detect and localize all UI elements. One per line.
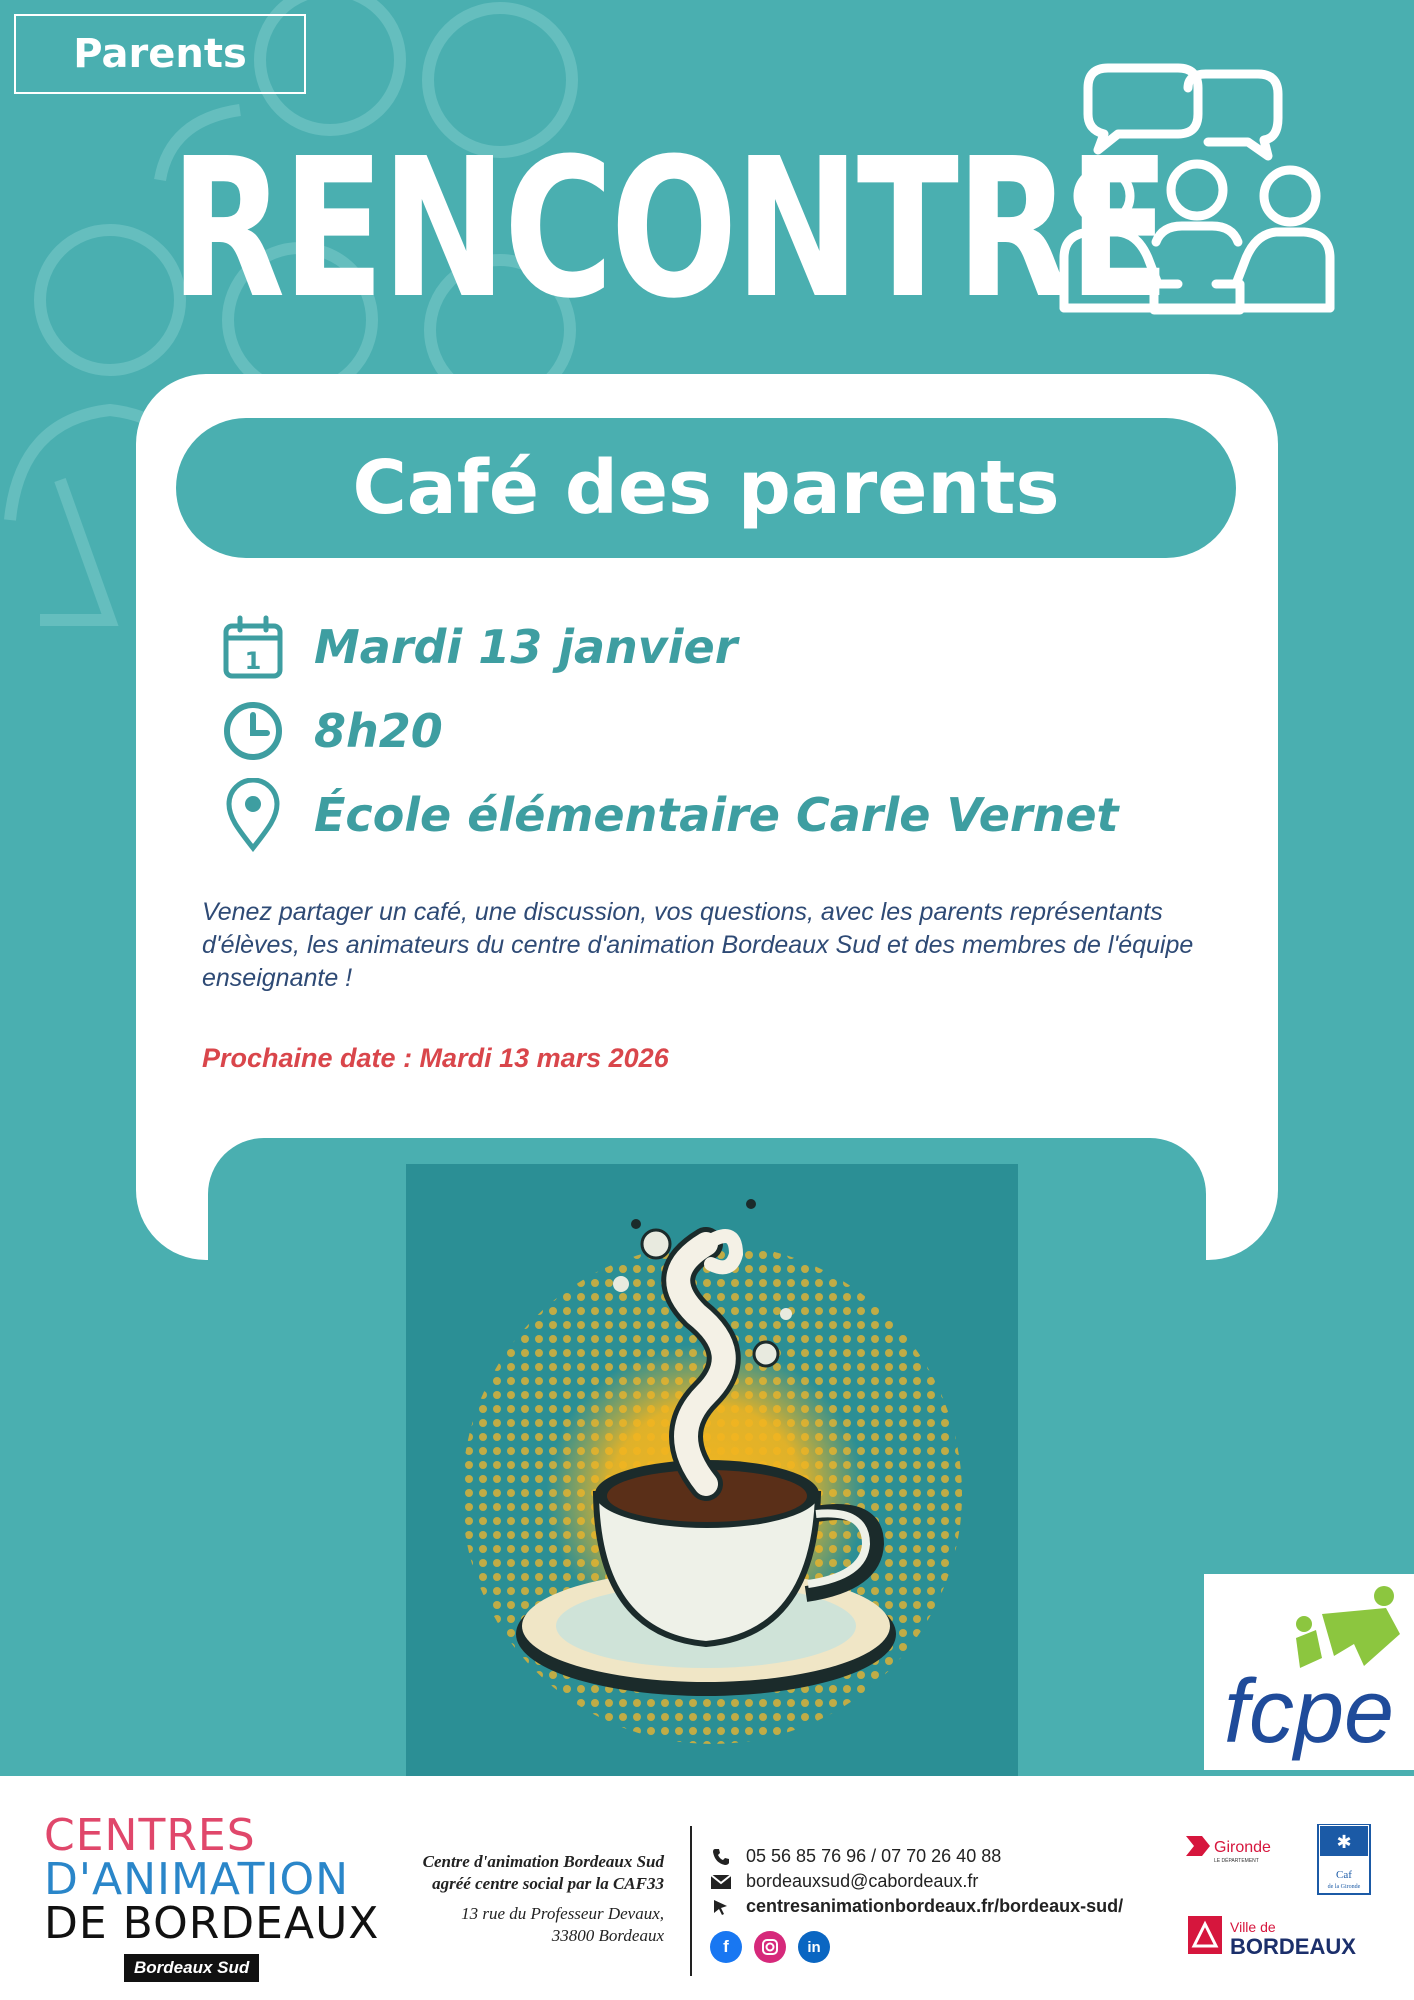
coffee-illustration [406, 1164, 1018, 1776]
instagram-icon[interactable] [754, 1931, 786, 1963]
meeting-people-icon [1058, 58, 1336, 320]
fcpe-logo [1204, 1574, 1414, 1770]
event-time: 8h20 [314, 704, 443, 758]
event-description: Venez partager un café, une discussion, vos questions, avec les parents représentants d'élèves, les animateurs du centre d'animation Bordeaux Sud et des membres de l'équipe enseignante ! [202, 898, 1194, 992]
footer-divider [690, 1826, 692, 1976]
category-tag: Parents [14, 14, 306, 94]
logo-line-2: D'ANIMATION [44, 1854, 350, 1905]
svg-text:LE DÉPARTEMENT: LE DÉPARTEMENT [1214, 1858, 1259, 1864]
event-location: École élémentaire Carle Vernet [314, 788, 1119, 842]
svg-text:Ville de: Ville de [1230, 1919, 1276, 1935]
svg-text:fcpe: fcpe [1223, 1662, 1395, 1762]
linkedin-icon[interactable]: in [798, 1931, 830, 1963]
center-street: 13 rue du Professeur Devaux, [461, 1904, 664, 1923]
footer-address [423, 1851, 664, 1947]
social-links [710, 1931, 1123, 1963]
next-date: Prochaine date : Mardi 13 mars 2026 [202, 1043, 669, 1073]
partner-logos [1180, 1824, 1380, 1984]
location-row [220, 780, 1119, 850]
event-title: Café des parents [176, 418, 1236, 558]
center-approval: agréé centre social par la CAF33 [432, 1874, 664, 1893]
svg-text:Caf: Caf [1336, 1869, 1352, 1881]
svg-text:✱: ✱ [1336, 1832, 1352, 1853]
centres-animation-logo [44, 1810, 380, 1982]
logo-badge: Bordeaux Sud [124, 1954, 259, 1982]
svg-text:Gironde: Gironde [1214, 1839, 1271, 1856]
svg-text:de la Gironde: de la Gironde [1327, 1884, 1361, 1890]
website-link[interactable]: centresanimationbordeaux.fr/bordeaux-sud/ [746, 1896, 1124, 1916]
center-name: Centre d'animation Bordeaux Sud [422, 1852, 664, 1871]
phone-icon [710, 1847, 732, 1867]
caf-logo [1318, 1824, 1370, 1894]
location-pin-icon [220, 780, 286, 850]
email-icon [710, 1872, 732, 1892]
date-row [220, 612, 737, 682]
clock-icon [220, 696, 286, 766]
logo-line-3: DE BORDEAUX [44, 1898, 380, 1949]
footer-contacts [710, 1844, 1123, 1963]
phone-number[interactable]: 05 56 85 76 96 / 07 70 26 40 88 [746, 1846, 1002, 1866]
center-city: 33800 Bordeaux [551, 1926, 664, 1945]
calendar-icon [220, 612, 286, 682]
logo-line-1: CENTRES [44, 1810, 256, 1861]
cursor-icon [710, 1897, 732, 1917]
ville-bordeaux-logo [1188, 1916, 1356, 1959]
calendar-day: 1 [244, 647, 262, 675]
svg-text:BORDEAUX: BORDEAUX [1230, 1934, 1356, 1959]
time-row [220, 696, 443, 766]
facebook-icon[interactable]: f [710, 1931, 742, 1963]
headline: RENCONTRE [170, 118, 1168, 341]
event-date: Mardi 13 janvier [314, 620, 738, 674]
gironde-logo [1186, 1836, 1271, 1864]
email-address[interactable]: bordeauxsud@cabordeaux.fr [746, 1871, 979, 1891]
